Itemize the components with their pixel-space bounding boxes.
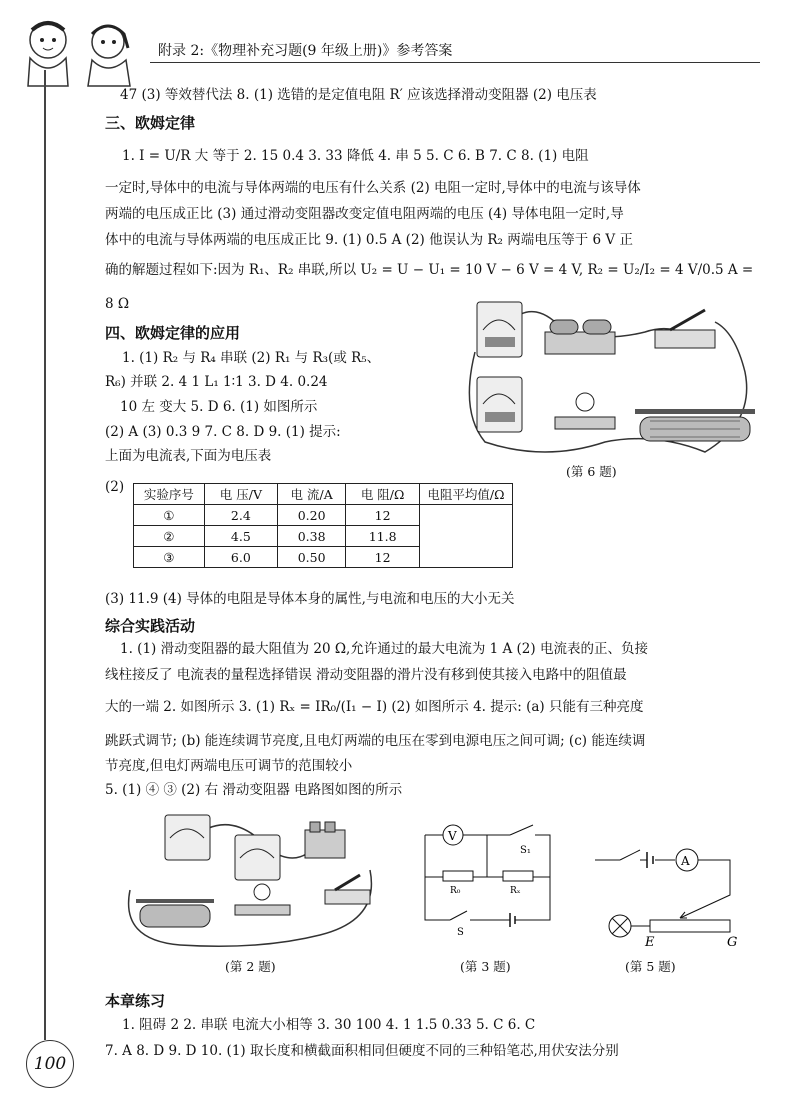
table-cell: 0.50 xyxy=(277,547,345,568)
text-line: 跳跃式调节; (b) 能连续调节亮度,且电灯两端的电压在零到电源电压之间可调; (c) 能连续调 xyxy=(105,733,646,749)
figure-6-caption: (第 6 题) xyxy=(566,464,617,479)
figure-2-caption: (第 2 题) xyxy=(225,959,276,974)
text-line: 线柱接反了 电流表的量程选择错误 滑动变阻器的滑片没有移到使其接入电路中的阻值最 xyxy=(105,667,627,683)
switch-s1-label: S₁ xyxy=(520,845,531,856)
table-row xyxy=(134,505,513,526)
text-line: 1. I = U/R 大 等于 2. 15 0.4 3. 33 降低 4. 串 5 5. C 6. B 7. C 8. (1) 电阻 xyxy=(122,148,589,164)
figure-6-circuit-photo xyxy=(455,292,765,462)
table-cell xyxy=(419,505,512,568)
text-line: (3) 11.9 (4) 导体的电阻是导体本身的属性,与电流和电压的大小无关 xyxy=(105,591,515,607)
page-number: 100 xyxy=(33,1054,67,1074)
figure-3-caption: (第 3 题) xyxy=(460,959,511,974)
table-cell: 11.8 xyxy=(346,526,419,547)
text-line: 一定时,导体中的电流与导体两端的电压有什么关系 (2) 电阻一定时,导体中的电流与该导体 xyxy=(105,180,641,196)
page-number-badge xyxy=(26,1040,74,1088)
figure-5-circuit-diagram xyxy=(585,840,770,950)
margin-rule xyxy=(44,70,46,1040)
text-line: 1. (1) 滑动变阻器的最大阻值为 20 Ω,允许通过的最大电流为 1 A (2) 电流表的正、负接 xyxy=(120,641,648,657)
text-line: 5. (1) ④ ③ (2) 右 滑动变阻器 电路图如图的所示 xyxy=(105,782,403,798)
table-cell: 0.38 xyxy=(277,526,345,547)
text-line: 7. A 8. D 9. D 10. (1) 取长度和横截面积相同但硬度不同的三种铅笔芯,用伏安法分别 xyxy=(105,1043,619,1059)
experiment-data-table xyxy=(133,483,513,568)
text-line: 8 Ω xyxy=(105,296,130,312)
table-cell: ② xyxy=(134,526,205,547)
table-cell: 2.4 xyxy=(204,505,277,526)
section-heading-ohm-law: 三、欧姆定律 xyxy=(105,114,196,132)
cartoon-kids-illustration xyxy=(8,8,148,88)
text-line: 47 (3) 等效替代法 8. (1) 选错的是定值电阻 R′ 应该选择滑动变阻器 (2) 电压表 xyxy=(120,87,597,103)
table-header-cell: 电阻平均值/Ω xyxy=(419,484,512,505)
ammeter-label: A xyxy=(681,854,690,868)
switch-s-label: S xyxy=(457,927,464,935)
section-heading-practice: 综合实践活动 xyxy=(105,617,196,635)
figure-5-caption: (第 5 题) xyxy=(625,959,676,974)
text-line: 1. (1) R₂ 与 R₄ 串联 (2) R₁ 与 R₃(或 R₅、 xyxy=(122,350,381,366)
table-cell: 4.5 xyxy=(204,526,277,547)
figure-2-circuit-photo xyxy=(120,810,390,950)
section-heading-chapter-exercise: 本章练习 xyxy=(105,992,166,1010)
table-cell: 6.0 xyxy=(204,547,277,568)
table-header-row xyxy=(134,484,513,505)
text-line: 节亮度,但电灯两端电压可调节的范围较小 xyxy=(105,758,353,774)
table-cell: ③ xyxy=(134,547,205,568)
table-header-cell: 电 流/A xyxy=(277,484,345,505)
rheostat-end-g-label: G xyxy=(727,935,738,950)
header-rule xyxy=(150,62,760,63)
table-cell: 12 xyxy=(346,547,419,568)
table-header-cell: 电 阻/Ω xyxy=(346,484,419,505)
text-line: R₆) 并联 2. 4 1 L₁ 1∶1 3. D 4. 0.24 xyxy=(105,374,328,390)
text-line: (2) A (3) 0.3 9 7. C 8. D 9. (1) 提示: xyxy=(105,424,341,440)
text-line: (2) xyxy=(105,479,125,495)
resistor-r0-label: R₀ xyxy=(450,886,461,896)
text-line: 10 左 变大 5. D 6. (1) 如图所示 xyxy=(120,399,318,415)
text-line: 1. 阻碍 2 2. 串联 电流大小相等 3. 30 100 4. 1 1.5 0.33 5. C 6. C xyxy=(122,1017,536,1033)
figure-3-circuit-diagram xyxy=(415,815,560,935)
header-title: 附录 2:《物理补充习题(9 年级上册)》参考答案 xyxy=(158,43,453,59)
section-heading-ohm-law-application: 四、欧姆定律的应用 xyxy=(105,324,241,342)
table-header-cell: 实验序号 xyxy=(134,484,205,505)
text-line: 体中的电流与导体两端的电压成正比 9. (1) 0.5 A (2) 他误认为 R₂ 两端电压等于 6 V 正 xyxy=(105,232,633,248)
table-cell: 12 xyxy=(346,505,419,526)
text-line: 确的解题过程如下:因为 R₁、R₂ 串联,所以 U₂ = U − U₁ = 10 V − 6 V = 4 V, R₂ = U₂/I₂ = 4 V/0.5 A = xyxy=(105,262,754,278)
text-line: 大的一端 2. 如图所示 3. (1) Rₓ = IR₀/(I₁ − I) (2) 如图所示 4. 提示: (a) 只能有三种亮度 xyxy=(105,699,644,715)
text-line: 两端的电压成正比 (3) 通过滑动变阻器改变定值电阻两端的电压 (4) 导体电阻一定时,导 xyxy=(105,206,624,222)
table-cell: 0.20 xyxy=(277,505,345,526)
table-header-cell: 电 压/V xyxy=(204,484,277,505)
text-line: 上面为电流表,下面为电压表 xyxy=(105,448,272,464)
resistor-rx-label: Rₓ xyxy=(510,886,521,896)
rheostat-end-e-label: E xyxy=(645,935,655,950)
table-cell: ① xyxy=(134,505,205,526)
voltmeter-label: V xyxy=(448,829,457,843)
